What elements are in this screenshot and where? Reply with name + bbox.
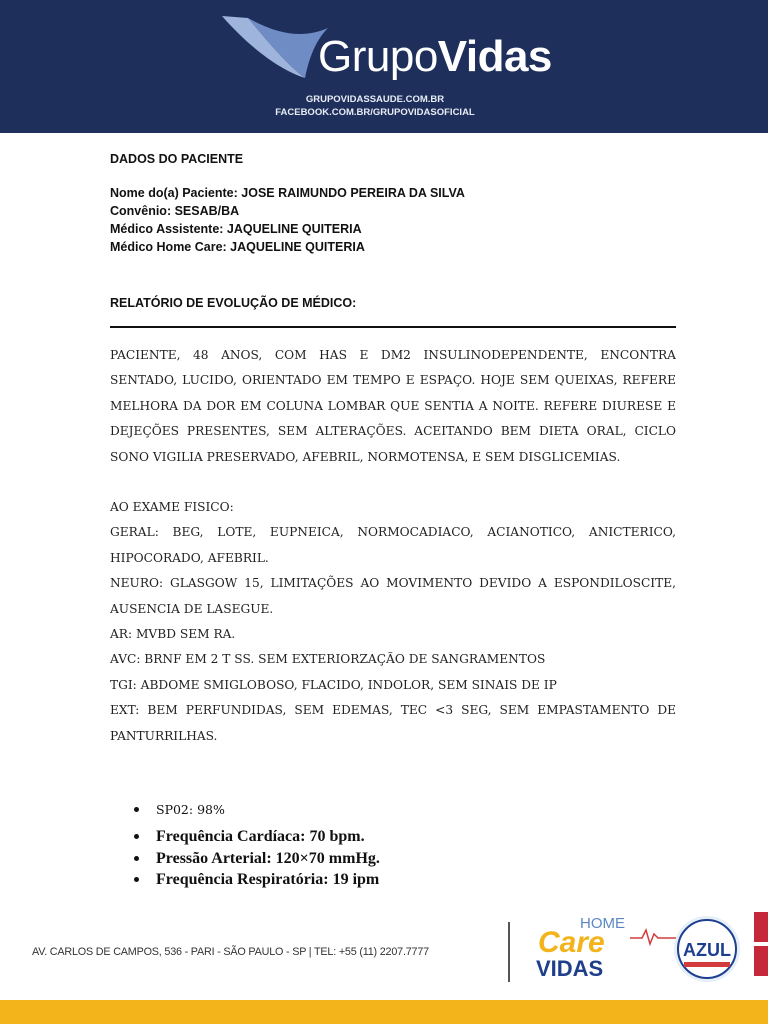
exam-geral: GERAL: BEG, LOTE, EUPNEICA, NORMOCADIACO, ACIANOTICO, ANICTERICO, HIPOCORADO, AFEBRIL. — [110, 525, 676, 565]
exam-ext: EXT: BEM PERFUNDIDAS, SEM EDEMAS, TEC <3 SEG, SEM EMPASTAMENTO DE PANTURRILHAS. — [110, 703, 676, 743]
attending-physician: Médico Assistente: JAQUELINE QUITERIA — [110, 222, 362, 236]
header-banner — [0, 0, 768, 133]
evolution-paragraph: PACIENTE, 48 ANOS, COM HAS E DM2 INSULINODEPENDENTE, ENCONTRA SENTADO, LUCIDO, ORIENTADO EM TEMPO E ESPAÇO. HOJE SEM QUEIXAS, REFERE MELHORA DA DOR EM COLUNA LOMBAR QUE SENTIA A NOITE. REFERE DIURESE E DEJEÇÕES PRESENTES, SEM ALTERAÇÕES. ACEITANDO BEM DIETA ORAL, CICLO SONO VIGILIA PRESERVADO, AFEBRIL, NORMOTENSA, E SEM DISGLICEMIAS. — [110, 348, 676, 464]
exam-avc: AVC: BRNF EM 2 T SS. SEM EXTERIORZAÇÃO DE SANGRAMENTOS — [110, 652, 546, 667]
facebook-link[interactable]: FACEBOOK.COM.BR/GRUPOVIDASOFICIAL — [275, 107, 475, 118]
report-body — [110, 343, 676, 749]
vital-blood-pressure: Pressão Arterial: 120×70 mmHg. — [110, 848, 676, 870]
brand-name-light: Grupo — [318, 32, 438, 81]
vital-resp-rate: Frequência Respiratória: 19 ipm — [110, 869, 676, 891]
vital-heart-rate: Frequência Cardíaca: 70 bpm. — [110, 826, 676, 848]
partner-logo-icon — [752, 912, 768, 984]
homecare-vidas-logo-icon — [532, 912, 632, 982]
footer-address: AV. CARLOS DE CAMPOS, 536 - PARI - SÃO PAULO - SP | TEL: +55 (11) 2207.7777 — [32, 946, 429, 958]
footer-accent-bar — [0, 1000, 768, 1024]
vital-spo2: SP02: 98% — [110, 798, 676, 822]
patient-name: Nome do(a) Paciente: JOSE RAIMUNDO PEREIRA DA SILVA — [110, 186, 465, 200]
homecare-physician: Médico Home Care: JAQUELINE QUITERIA — [110, 240, 365, 254]
logo-vidas-text: VIDAS — [536, 956, 604, 981]
logo-care-text: Care — [538, 926, 605, 959]
grupovidas-logo-mark-icon — [210, 8, 330, 83]
patient-section-title: DADOS DO PACIENTE — [110, 152, 244, 166]
footer-separator — [508, 922, 510, 982]
website-link[interactable]: GRUPOVIDASSAUDE.COM.BR — [305, 94, 445, 105]
vital-signs-list — [110, 798, 676, 891]
title-divider — [110, 326, 676, 328]
report-title: RELATÓRIO DE EVOLUÇÃO DE MÉDICO: — [110, 296, 357, 310]
exam-tgi: TGI: ABDOME SMIGLOBOSO, FLACIDO, INDOLOR, SEM SINAIS DE IP — [110, 677, 557, 692]
logo-home-text: HOME — [580, 915, 625, 932]
exam-title: AO EXAME FISICO: — [110, 500, 234, 515]
azul-logo-text: AZUL — [683, 940, 731, 960]
header-contact-links — [250, 93, 500, 119]
patient-insurance: Convênio: SESAB/BA — [110, 204, 240, 218]
brand-name-bold: Vidas — [437, 32, 552, 81]
patient-data-section — [110, 152, 680, 256]
paragraph-gap — [110, 470, 676, 495]
exam-ar: AR: MVBD SEM RA. — [110, 627, 236, 642]
exam-neuro: NEURO: GLASGOW 15, LIMITAÇÕES AO MOVIMENTO DEVIDO A ESPONDILOSCITE, AUSENCIA DE LASEGUE. — [110, 576, 676, 616]
azul-logo-icon — [670, 914, 744, 984]
brand-logotype — [318, 32, 552, 82]
